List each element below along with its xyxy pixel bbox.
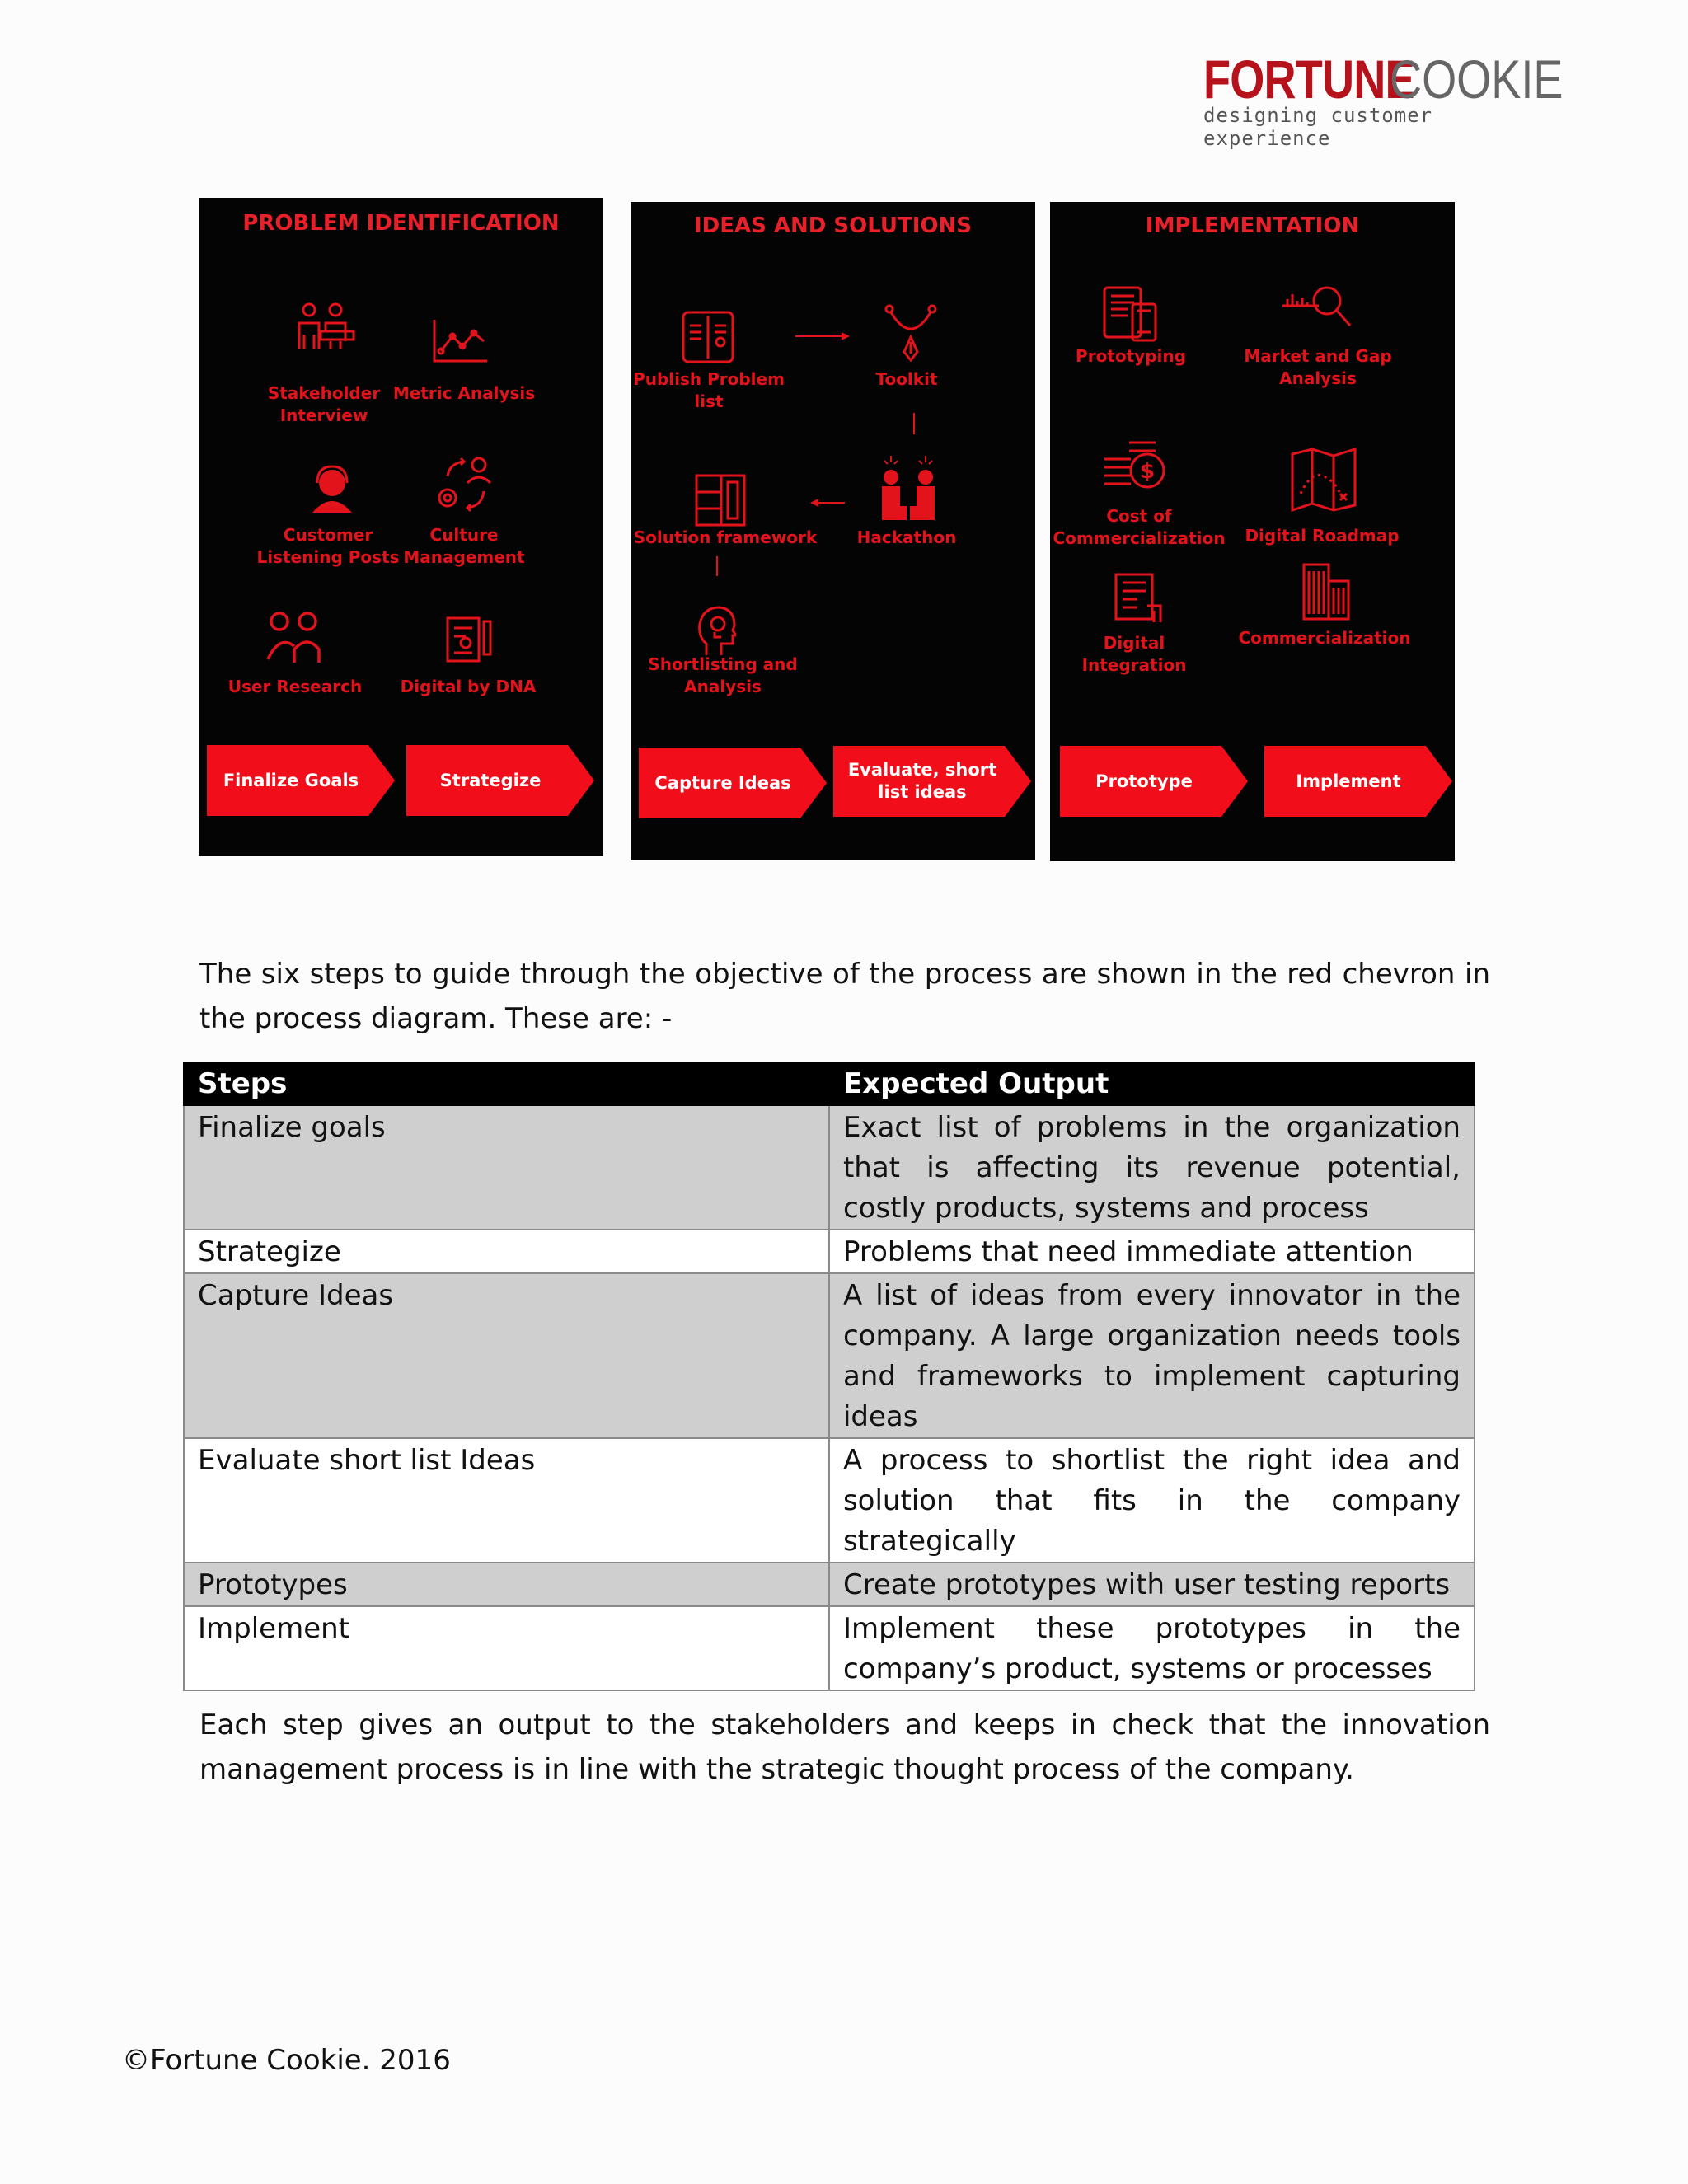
culture-icon [431,453,497,513]
stakeholder-icon [291,302,357,354]
panel-title: PROBLEM IDENTIFICATION [242,211,560,236]
logo-brand-primary: FORTUNE [1203,49,1414,110]
chevron-label: Evaluate, short list ideas [847,760,997,802]
arrow-head [842,332,850,340]
output-cell: Exact list of problems in the organization that is affecting its revenue potential, costly products, systems and process [829,1105,1475,1230]
step-cell: Implement [184,1606,829,1690]
output-cell: Implement these prototypes in the company’s product, systems or processes [829,1606,1475,1690]
magnifier-icon [1281,283,1353,329]
output-cell: A process to shortlist the right idea and solution that fits in the company strategically [829,1438,1475,1563]
item-label: Metric Analysis [392,383,536,403]
header-expected-output: Expected Output [829,1062,1475,1105]
coins-icon [1103,434,1169,492]
implement-chevron [1264,746,1452,817]
flow-arrow [817,502,845,504]
flow-arrow [795,335,845,337]
prototype-chevron [1060,746,1248,817]
headset-icon [307,465,357,513]
item-label: Stakeholder Interview [267,383,381,425]
closing-paragraph: Each step gives an output to the stakeholders and keeps in check that the innovation management process is in line with the strategic thought process of the company. [199,1708,1490,1786]
buildings-icon [1301,563,1352,621]
step-cell: Finalize goals [184,1105,829,1230]
table-row [184,1606,1475,1690]
capture-ideas-chevron [639,748,827,818]
map-icon [1291,448,1357,512]
chevron-label: Capture Ideas [654,772,791,793]
table-row [184,1273,1475,1438]
book-icon [682,309,734,363]
logo-tagline: designing customer experience [1203,104,1433,150]
item-label: User Research [227,677,363,696]
output-cell: Problems that need immediate attention [829,1230,1475,1273]
arrow-head [810,499,818,507]
table-header-row [184,1062,1475,1105]
item-label: Digital by DNA [400,677,537,696]
flow-arrow [913,413,915,434]
table-row [184,1438,1475,1563]
svg-text:$: $ [1139,459,1156,484]
panel-title: IDEAS AND SOLUTIONS [693,213,972,238]
item-label: Toolkit [875,369,938,389]
table-row [184,1563,1475,1606]
strategize-chevron [406,745,594,816]
users-icon [265,610,324,664]
pen-tool-icon [884,304,937,363]
item-label: Digital Integration [1081,633,1187,675]
item-label: Customer Listening Posts [256,525,400,567]
item-label: Cost of Commercialization [1053,506,1226,548]
devices-icon [1103,286,1159,344]
item-label: Prototyping [1076,346,1186,366]
item-label: Hackathon [856,527,957,547]
output-cell: A list of ideas from every innovator in the company. A large organization needs tools and frameworks to implement capturing ideas [829,1273,1475,1438]
copyright-footer: ©Fortune Cookie. 2016 [122,2044,451,2077]
fortune-cookie-logo [1203,48,1564,150]
panel-problem-identification [199,198,603,856]
item-label: Solution framework [633,527,818,547]
output-cell: Create prototypes with user testing reports [829,1563,1475,1606]
logo-brand-secondary: COOKIE [1390,49,1564,110]
header-steps: Steps [184,1062,829,1105]
intro-paragraph: The six steps to guide through the objective of the process are shown in the red chevron in the process diagram. These are: - [199,958,1490,1035]
panel-title: IMPLEMENTATION [1145,213,1360,238]
item-label: Culture Management [403,525,525,567]
item-label: Market and Gap Analysis [1244,346,1392,388]
panel-ideas-and-solutions [631,202,1035,860]
chevron-label: Finalize Goals [223,770,359,790]
hackathon-icon [878,451,939,520]
finalize-goals-chevron [207,745,395,816]
table-row [184,1230,1475,1273]
flow-arrow [716,556,718,576]
step-cell: Capture Ideas [184,1273,829,1438]
integration-icon [1114,573,1167,624]
step-cell: Prototypes [184,1563,829,1606]
evaluate-short-list-chevron [833,746,1031,817]
step-cell: Evaluate short list Ideas [184,1438,829,1563]
chevron-label: Strategize [439,770,542,790]
item-label: Shortlisting and Analysis [648,654,798,696]
chart-icon [431,318,489,364]
item-label: Publish Problem list [633,369,785,411]
item-label: Digital Roadmap [1245,526,1400,546]
framework-icon [695,474,746,527]
chevron-label: Prototype [1095,771,1193,791]
panel-implementation [1050,202,1455,861]
head-icon [696,606,736,657]
steps-output-table [183,1062,1475,1691]
chevron-label: Implement [1296,771,1401,791]
step-cell: Strategize [184,1230,829,1273]
table-row [184,1105,1475,1230]
item-label: Commercialization [1238,628,1411,648]
document-icon [446,615,492,663]
